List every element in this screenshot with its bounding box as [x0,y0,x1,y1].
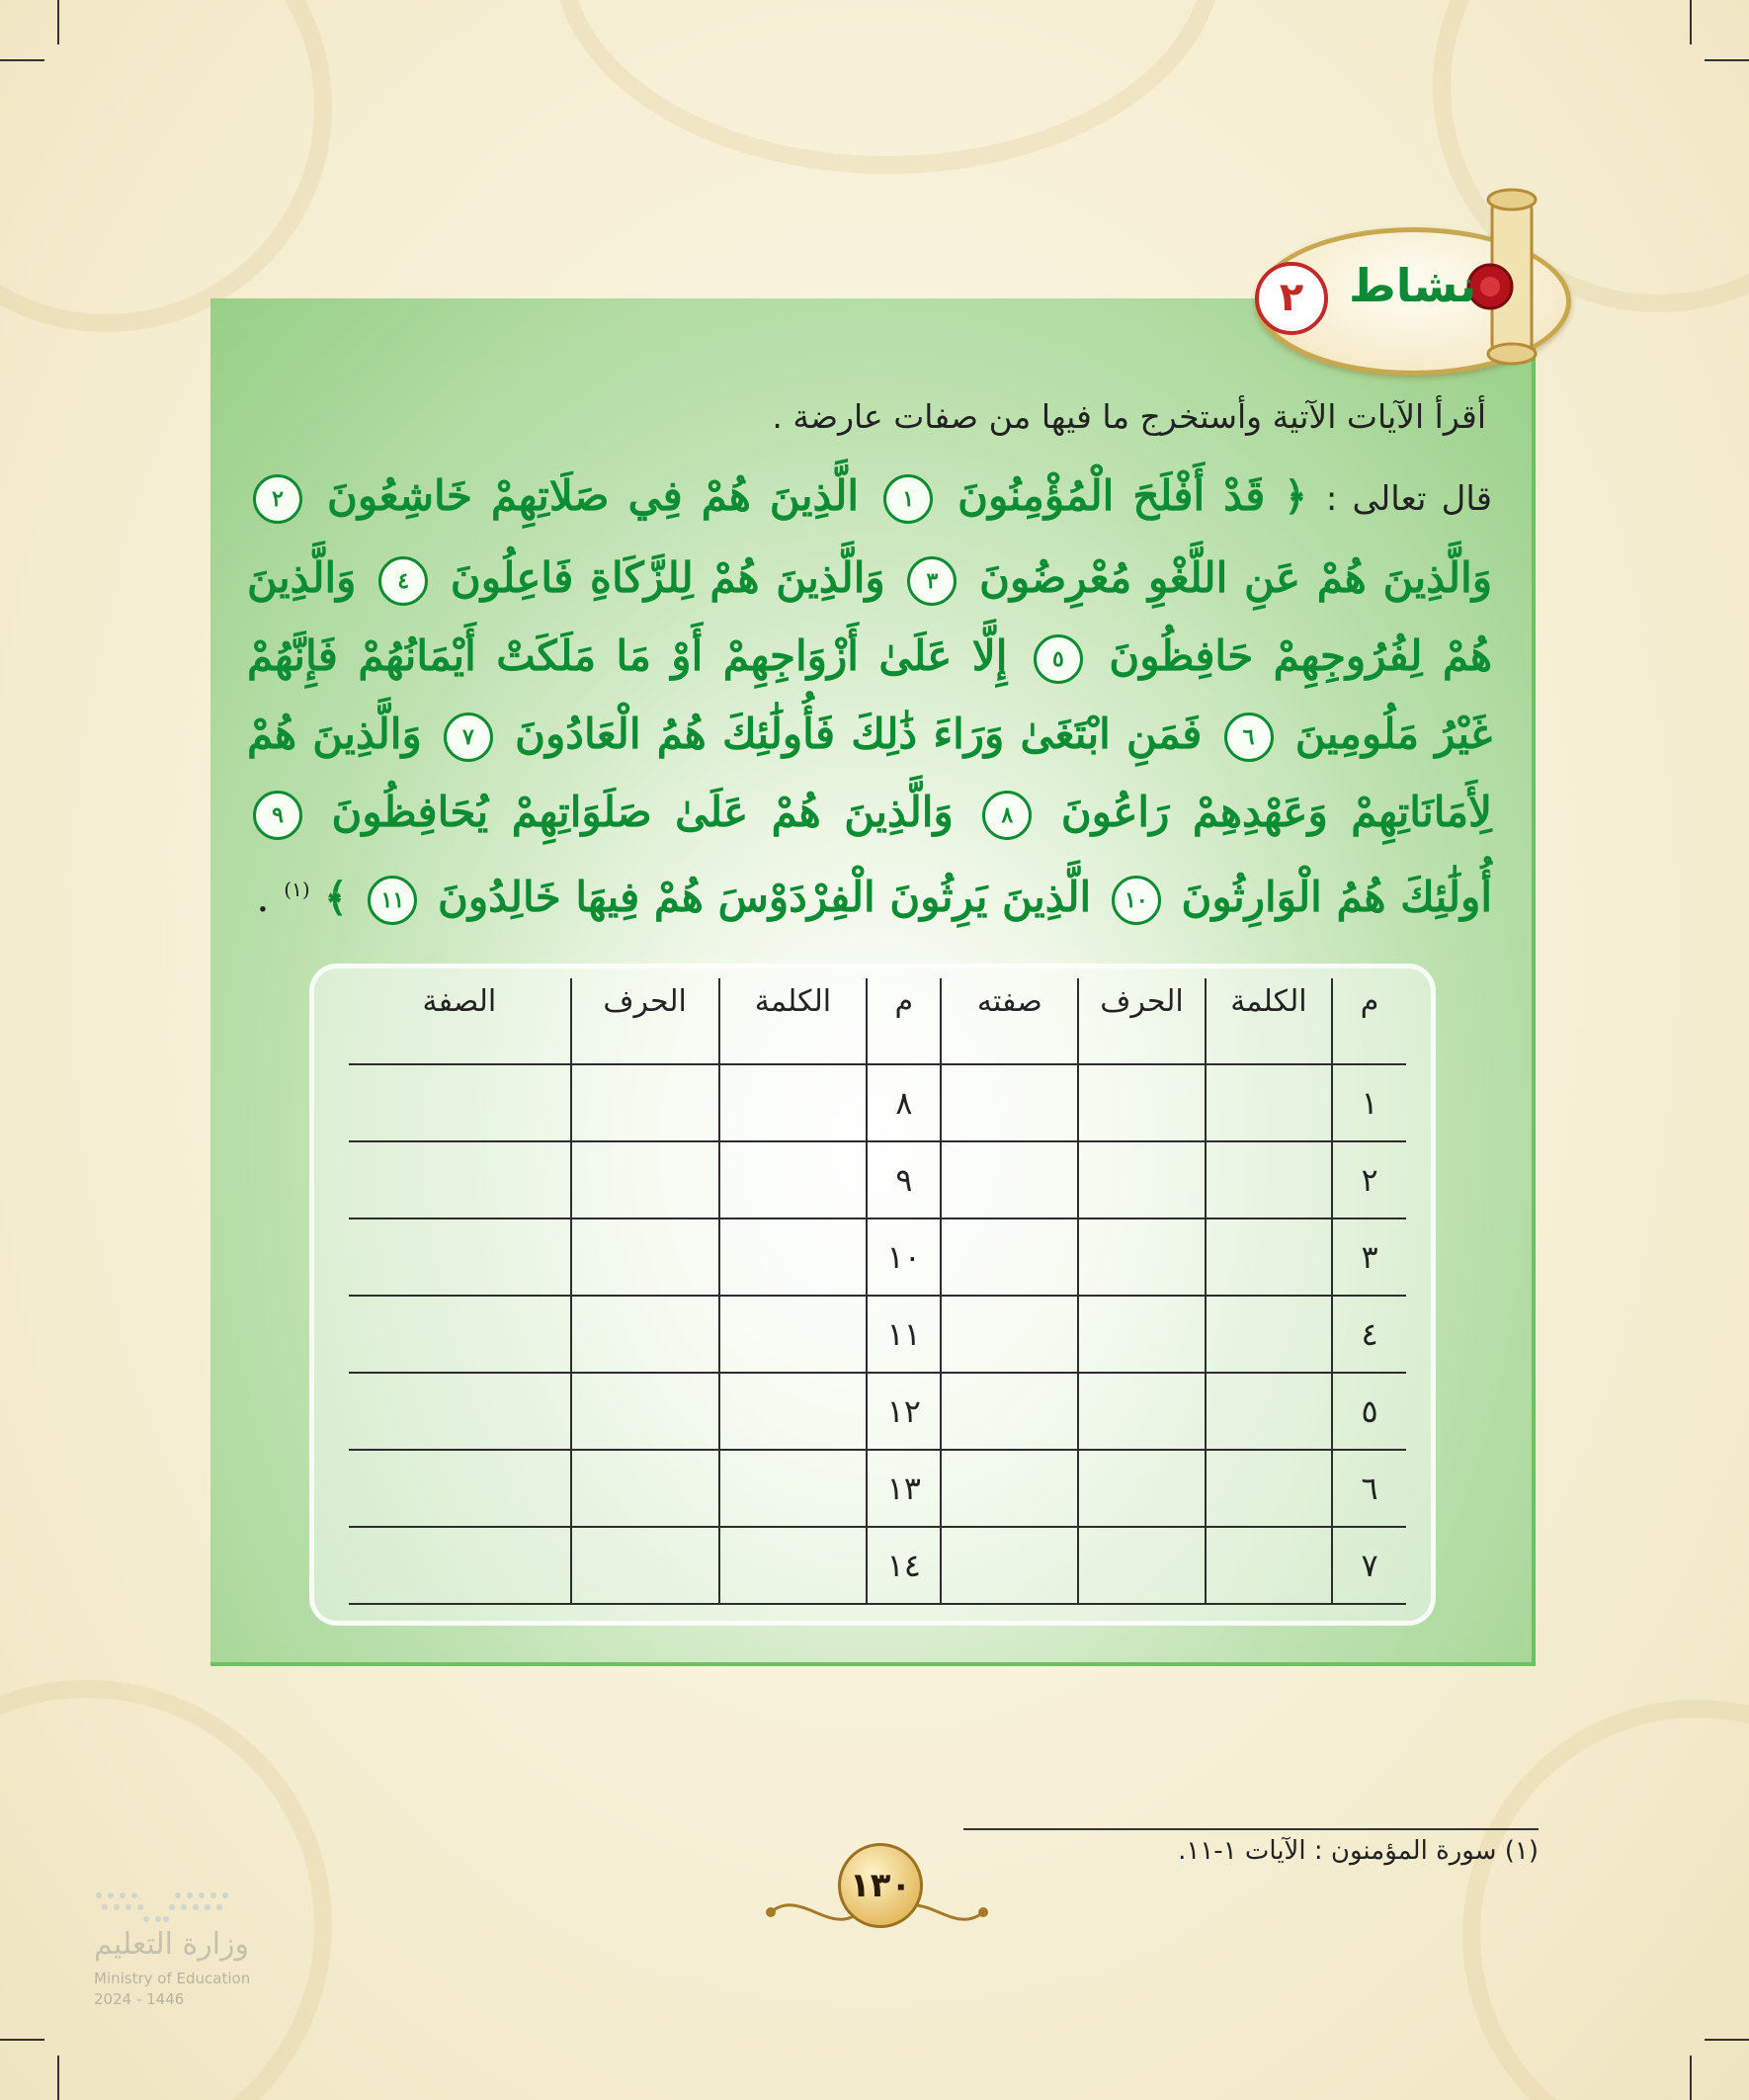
ayah-number: ٢ [253,474,302,524]
answer-cell[interactable] [719,1141,868,1218]
row-index: ١٣ [867,1450,941,1527]
answer-cell[interactable] [1206,1218,1332,1296]
col-header: الكلمة [719,978,868,1064]
footnote-divider [963,1828,1539,1830]
answer-cell[interactable] [571,1064,719,1141]
background-ornament [0,0,332,332]
answer-cell[interactable] [1206,1373,1332,1450]
answer-cell[interactable] [1078,1064,1205,1141]
answer-cell[interactable] [941,1296,1078,1373]
col-header: صفته [941,978,1078,1064]
col-header: الكلمة [1206,978,1332,1064]
quran-passage [247,457,1492,937]
col-header: م [867,978,941,1064]
background-ornament [553,0,1221,174]
answer-cell[interactable] [349,1296,571,1373]
ayah-number: ٩ [253,791,302,840]
answer-cell[interactable] [719,1450,868,1527]
answer-cell[interactable] [941,1064,1078,1141]
answer-cell[interactable] [941,1450,1078,1527]
ayah-number: ٨ [982,791,1032,840]
answer-cell[interactable] [571,1218,719,1296]
answer-cell[interactable] [941,1218,1078,1296]
quran-close-bracket: ﴾ [324,875,348,921]
ayah-text: فَمَنِ ابْتَغَىٰ وَرَاءَ ذَٰلِكَ فَأُولَٰئِكَ هُمُ الْعَادُونَ [515,710,1203,758]
ministry-name-en: Ministry of Education [94,1970,251,1987]
answer-cell[interactable] [349,1527,571,1604]
answer-cell[interactable] [571,1141,719,1218]
ministry-year: 2024 - 1446 [94,1990,185,2008]
row-index: ١٠ [867,1218,941,1296]
answer-cell[interactable] [1078,1218,1205,1296]
scroll-icon [1462,178,1561,376]
answer-cell[interactable] [349,1218,571,1296]
answer-cell[interactable] [1078,1373,1205,1450]
quran-intro: قال تعالى : [1325,479,1492,519]
footnote-text: (١) سورة المؤمنون : الآيات ١-١١. [1178,1836,1539,1866]
ayah-text: وَالَّذِينَ هُمْ لِفُرُوجِهِمْ حَافِظُونَ [247,553,1492,680]
activity-label: نشاط [1349,259,1477,312]
table-row [349,1373,1406,1450]
col-header: الصفة [349,978,571,1064]
answer-cell[interactable] [1078,1450,1205,1527]
answer-cell[interactable] [571,1373,719,1450]
ayah-number: ٣ [907,556,957,606]
answer-cell[interactable] [1078,1296,1205,1373]
row-index: ١٤ [867,1527,941,1604]
ayah-number: ٧ [444,713,493,762]
ayah-text: وَالَّذِينَ هُمْ عَنِ اللَّغْوِ مُعْرِضُونَ [979,553,1492,602]
answer-cell[interactable] [1206,1450,1332,1527]
answer-cell[interactable] [719,1527,868,1604]
answer-cell[interactable] [1206,1141,1332,1218]
footnote-reference: (١) [284,878,310,901]
answer-cell[interactable] [941,1141,1078,1218]
passage-end: . [256,873,270,921]
row-index: ٦ [1332,1450,1406,1527]
answer-cell[interactable] [1206,1296,1332,1373]
col-header: الحرف [571,978,719,1064]
answer-cell[interactable] [719,1373,868,1450]
table-row [349,1141,1406,1218]
answer-cell[interactable] [349,1450,571,1527]
answer-cell[interactable] [349,1064,571,1141]
answer-cell[interactable] [719,1218,868,1296]
ayah-number: ٥ [1034,634,1083,684]
row-index: ٥ [1332,1373,1406,1450]
table-row [349,1064,1406,1141]
activity-panel [210,298,1536,1666]
answer-cell[interactable] [349,1373,571,1450]
ayah-number: ٦ [1224,713,1274,762]
row-index: ٤ [1332,1296,1406,1373]
ayah-text: قَدْ أَفْلَحَ الْمُؤْمِنُونَ [958,471,1266,520]
row-index: ٨ [867,1064,941,1141]
row-index: ١ [1332,1064,1406,1141]
ayah-text: الَّذِينَ هُمْ فِي صَلَاتِهِمْ خَاشِعُونَ [327,471,860,520]
ayah-text: وَالَّذِينَ هُمْ لِأَمَانَاتِهِمْ وَعَهْدِهِمْ رَاعُونَ [247,710,1493,836]
answer-cell[interactable] [349,1141,571,1218]
answer-cell[interactable] [1078,1527,1205,1604]
ayah-number: ١١ [368,876,417,925]
col-header: م [1332,978,1406,1064]
table-header-row [349,978,1406,1064]
answer-cell[interactable] [719,1064,868,1141]
ayah-number: ١ [883,474,933,524]
answer-cell[interactable] [941,1373,1078,1450]
ayah-text: وَالَّذِينَ هُمْ لِلزَّكَاةِ فَاعِلُونَ [450,553,885,602]
answer-cell[interactable] [1078,1141,1205,1218]
answer-cell[interactable] [1206,1527,1332,1604]
ayah-text: الَّذِينَ يَرِثُونَ الْفِرْدَوْسَ هُمْ فِيهَا خَالِدُونَ [437,873,1092,921]
ayah-text: وَالَّذِينَ هُمْ عَلَىٰ صَلَوَاتِهِمْ يُحَافِظُونَ [331,788,954,836]
answer-table [349,978,1406,1605]
row-index: ٢ [1332,1141,1406,1218]
table-row [349,1296,1406,1373]
table-row [349,1527,1406,1604]
activity-number: ٢ [1255,262,1328,335]
answer-cell[interactable] [719,1296,868,1373]
answer-cell[interactable] [571,1450,719,1527]
table-row [349,1218,1406,1296]
answer-cell[interactable] [571,1527,719,1604]
activity-instruction: أقرأ الآيات الآتية وأستخرج ما فيها من صفات عارضة . [772,397,1486,436]
ayah-number: ٤ [378,556,428,606]
answer-cell[interactable] [571,1296,719,1373]
ayah-text: إِلَّا عَلَىٰ أَزْوَاجِهِمْ أَوْ مَا مَلَكَتْ أَيْمَانُهُمْ فَإِنَّهُمْ غَيْرُ مَلُومِينَ [247,631,1492,758]
row-index: ١٢ [867,1373,941,1450]
ayah-number: ١٠ [1112,876,1161,925]
row-index: ٣ [1332,1218,1406,1296]
answer-cell[interactable] [941,1527,1078,1604]
row-index: ٩ [867,1141,941,1218]
quran-open-bracket: ﴿ [1284,473,1307,520]
row-index: ٧ [1332,1527,1406,1604]
background-ornament [1462,1700,1749,2100]
row-index: ١١ [867,1296,941,1373]
ayah-text: أُولَٰئِكَ هُمُ الْوَارِثُونَ [1181,873,1492,921]
answer-cell[interactable] [1206,1064,1332,1141]
col-header: الحرف [1078,978,1205,1064]
page-number: ١٣٠ [838,1843,923,1928]
ministry-name-ar: وزارة التعليم [94,1927,250,1962]
table-row [349,1450,1406,1527]
